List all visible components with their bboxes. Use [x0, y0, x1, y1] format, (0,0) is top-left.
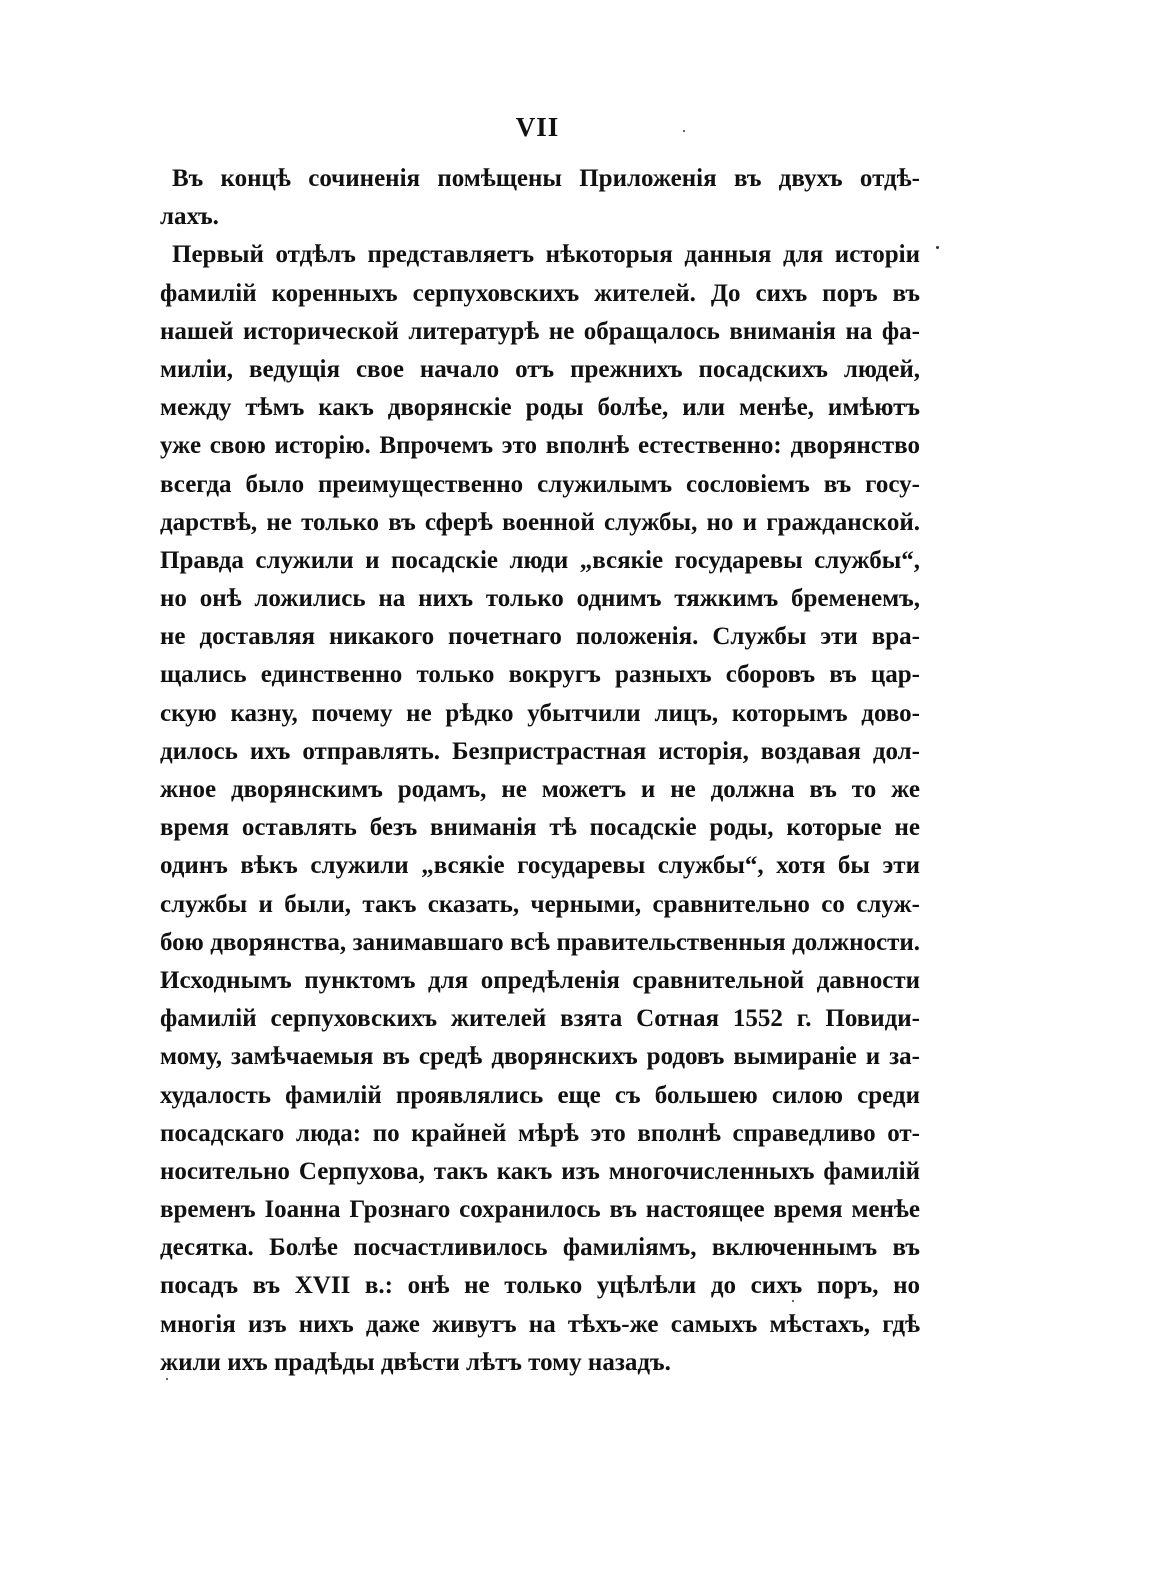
text-line: уже свою исторію. Впрочемъ это вполнѣ естественно: дворянство — [160, 432, 920, 460]
text-line: всегда было преимущественно служилымъ сословіемъ въ госу- — [160, 470, 920, 498]
text-line: жили ихъ прадѣды двѣсти лѣтъ тому назадъ. — [160, 1348, 671, 1376]
scan-speck — [683, 130, 685, 132]
text-line: службы и были, такъ сказать, черными, сравнительно со служ- — [160, 890, 920, 918]
text-line: Исходнымъ пунктомъ для опредѣленія сравнительной давности — [160, 966, 920, 994]
text-line: фамилій коренныхъ серпуховскихъ жителей. До сихъ поръ въ — [160, 279, 920, 307]
text-line: носительно Серпухова, такъ какъ изъ многочисленныхъ фамилій — [160, 1157, 920, 1185]
text-line: мому, замѣчаемыя въ средѣ дворянскихъ родовъ вымираніе и за- — [160, 1043, 920, 1071]
text-line: Правда служили и посадскіе люди „всякіе государевы службы“, — [160, 546, 920, 574]
text-line: дарствѣ, не только въ сферѣ военной службы, но и гражданской. — [160, 508, 920, 536]
paragraph-2 — [160, 236, 920, 1382]
text-line: время оставлять безъ вниманія тѣ посадскіе роды, которые не — [160, 814, 920, 842]
text-line: Въ концѣ сочиненія помѣщены Приложенія въ двухъ отдѣ- — [172, 165, 920, 192]
paragraph-1 — [160, 160, 920, 236]
text-line: худалость фамилій проявлялись еще съ большею силою среди — [160, 1081, 920, 1109]
text-line: фамилій серпуховскихъ жителей взята Сотная 1552 г. Повиди- — [160, 1005, 920, 1033]
text-line: но онѣ ложились на нихъ только однимъ тяжкимъ бременемъ, — [160, 585, 920, 613]
text-line: миліи, ведущія свое начало отъ прежнихъ посадскихъ людей, — [160, 355, 920, 383]
text-line: бою дворянства, занимавшаго всѣ правительственныя должности. — [160, 928, 920, 956]
text-line: скую казну, почему не рѣдко убытчили лицъ, которымъ дово- — [160, 699, 920, 727]
text-line: не доставляя никакого почетнаго положенія. Службы эти вра- — [160, 623, 920, 651]
scan-speck — [936, 246, 939, 249]
text-line: временъ Іоанна Грознаго сохранилось въ настоящее время менѣе — [160, 1196, 920, 1224]
text-line: щались единственно только вокругъ разныхъ сборовъ въ цар- — [160, 661, 920, 689]
text-line: десятка. Болѣе посчастливилось фамиліямъ, включеннымъ въ — [160, 1234, 920, 1262]
text-line: Первый отдѣлъ представляетъ нѣкоторыя данныя для исторіи — [172, 241, 920, 269]
text-line: посадъ въ XVII в.: онѣ не только уцѣлѣли до сихъ поръ, но — [160, 1272, 920, 1300]
text-line: дилось ихъ отправлять. Безпристрастная исторія, воздавая дол- — [160, 737, 920, 765]
page-number: VII — [515, 112, 560, 142]
text-line: посадскаго люда: по крайней мѣрѣ это вполнѣ справедливо от- — [160, 1119, 920, 1147]
scan-speck — [166, 1378, 168, 1380]
text-line: многія изъ нихъ даже живутъ на тѣхъ-же самыхъ мѣстахъ, гдѣ — [160, 1310, 920, 1338]
text-line: между тѣмъ какъ дворянскіе роды болѣе, или менѣе, имѣютъ — [160, 394, 920, 422]
text-line: нашей исторической литературѣ не обращалось вниманія на фа- — [160, 317, 920, 345]
body-text — [160, 160, 920, 1382]
text-line: одинъ вѣкъ служили „всякіе государевы службы“, хотя бы эти — [160, 852, 920, 880]
text-line: жное дворянскимъ родамъ, не можетъ и не должна въ то же — [160, 776, 920, 803]
text-line: лахъ. — [160, 203, 219, 231]
scan-speck — [792, 1300, 794, 1302]
